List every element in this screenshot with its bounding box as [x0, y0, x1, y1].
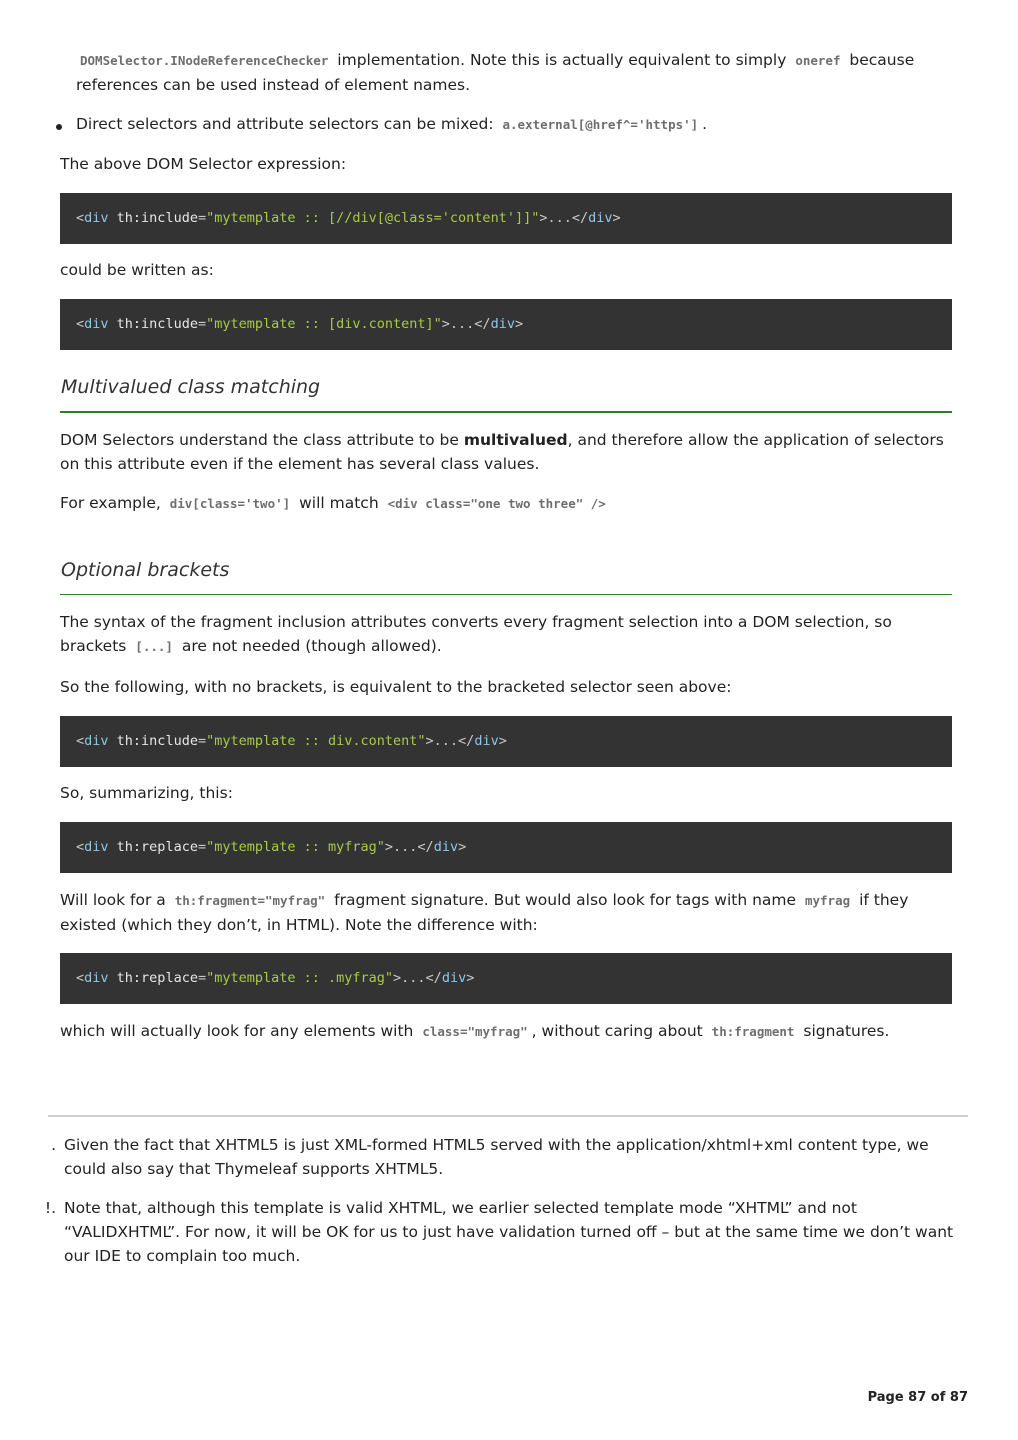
inline-code: th:fragment="myfrag": [174, 893, 326, 908]
paragraph: DOM Selectors understand the class attribute to be multivalued, and therefore allow the application of selectors on this attribute even if the element has several class values.: [60, 431, 944, 473]
page-number: Page 87 of 87: [867, 1390, 968, 1405]
code-block: <div th:include="mytemplate :: [//div[@class='content']]">...</div>: [60, 193, 952, 244]
code-block: <div th:include="mytemplate :: div.content">...</div>: [60, 716, 952, 767]
inline-code: <div class="one two three" />: [387, 496, 606, 511]
paragraph: The above DOM Selector expression:: [60, 155, 347, 173]
intro-text: because references can be used instead of element names.: [76, 51, 915, 94]
bullet-dot: [56, 124, 62, 130]
inline-code: oneref: [795, 53, 841, 68]
bullet-item: Direct selectors and attribute selectors can be mixed: a.external[@href^='https'] .: [76, 115, 708, 133]
paragraph: So, summarizing, this:: [60, 784, 233, 802]
footnote-marker: .: [51, 1136, 56, 1154]
paragraph: For example, div[class='two'] will match <div class="one two three" />: [60, 491, 952, 516]
code-block: <div th:replace="mytemplate :: myfrag">...</div>: [60, 822, 952, 873]
code-block: <div th:include="mytemplate :: [div.content]">...</div>: [60, 299, 952, 350]
code-block: <div th:replace="mytemplate :: .myfrag">...</div>: [60, 953, 952, 1004]
paragraph: could be written as:: [60, 261, 214, 279]
inline-code: div[class='two']: [169, 496, 291, 511]
inline-code: th:fragment: [711, 1024, 795, 1039]
footnote: Note that, although this template is valid XHTML, we earlier selected template mode “XHTML” and not “VALIDXHTML”. For now, it will be OK for us to just have validation turned off – but at the same time we don’t want our IDE to complain too much.: [64, 1199, 954, 1265]
intro-text: implementation. Note this is actually equivalent to simply: [337, 51, 787, 69]
inline-code: myfrag: [804, 893, 851, 908]
intro-paragraph: [76, 48, 952, 97]
inline-code: DOMSelector.INodeReferenceChecker: [80, 53, 329, 68]
section-heading: Multivalued class matching: [61, 376, 321, 398]
inline-code: [...]: [135, 639, 173, 654]
paragraph: The syntax of the fragment inclusion attributes converts every fragment selection into a DOM selection, so brackets [...] are not needed (though allowed).: [60, 613, 892, 655]
heading-rule: [60, 594, 952, 595]
heading-rule: [60, 411, 952, 413]
paragraph: So the following, with no brackets, is equivalent to the bracketed selector seen above:: [60, 678, 732, 696]
footnote-separator: [48, 1115, 968, 1117]
inline-code: class="myfrag": [422, 1024, 528, 1039]
inline-code: a.external[@href^='https']: [502, 117, 699, 132]
footnote: Given the fact that XHTML5 is just XML-formed HTML5 served with the application/xhtml+xml content type, we could also say that Thymeleaf supports XHTML5.: [64, 1136, 929, 1178]
paragraph: which will actually look for any elements with class="myfrag" , without caring about th:fragment signatures.: [60, 1022, 890, 1040]
section-heading: Optional brackets: [61, 559, 230, 581]
footnote-marker: !.: [44, 1199, 56, 1217]
paragraph: Will look for a th:fragment="myfrag" fragment signature. But would also look for tags with name myfrag if they existed (which they don’t, in HTML). Note the difference with:: [60, 891, 909, 934]
